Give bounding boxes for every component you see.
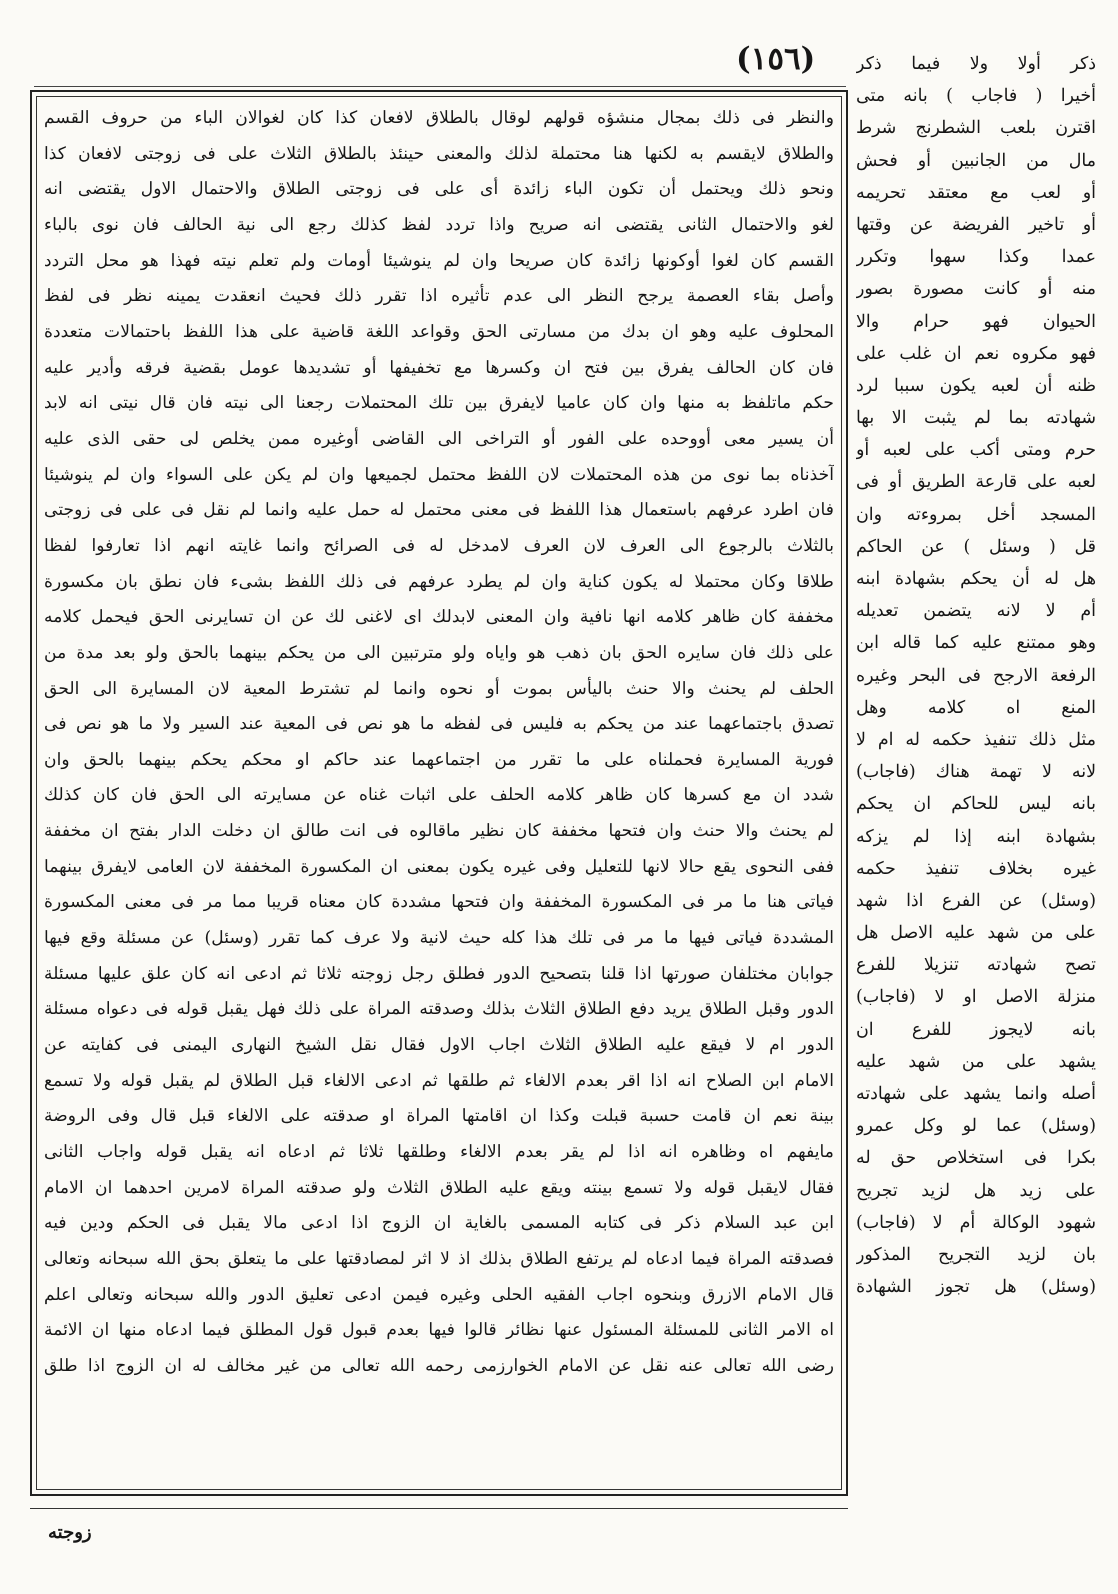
margin-text-line: شهود الوكالة أم لا (فاجاب) bbox=[856, 1212, 1096, 1233]
main-text-line: اه الامر الثانى للمسئلة المسئول عنها نظائر قالوا فيها بعدم قبول قول المطلق فيما ادعاه منها ان الائمة bbox=[44, 1320, 834, 1341]
margin-text-line: أصله وانما يشهد على شهادته bbox=[856, 1084, 1096, 1104]
header-rule bbox=[34, 86, 846, 87]
main-text-line: لم يحنث والا حنث وان فتحها مخففة كان نظير ماقالوه فى انت طالق ان دخلت الدار بفتح ان مخففة bbox=[44, 821, 834, 842]
margin-text-line: (وسئل) هل تجوز الشهادة bbox=[856, 1277, 1096, 1298]
margin-text-line: هل له أن يحكم بشهادة ابنه bbox=[856, 569, 1096, 589]
main-text-line: مخففة كان ظاهر كلامه انها نافية وان المعنى لابدلك اى لاغنى لك عن ان تسايرنى الحق فيحمل كلامه bbox=[44, 607, 834, 628]
catchword: زوجته bbox=[48, 1522, 92, 1543]
main-text-line: جوابان مختلفان صورتها اذا قلنا بتصحيح الدور فطلق رجل زوجته ثلاثا ثم ادعى انه كان علق عليها مسئلة bbox=[44, 963, 834, 984]
main-text-line: أن يسير معى أووحده على الفور أو التراخى الى القاضى أوغيره ممن يخلص لى حقى الذى عليه bbox=[44, 428, 834, 449]
page-number: (١٥٦) bbox=[736, 41, 816, 77]
main-text-line: طلاقا وكان محتملا له يكون كناية وان لم يطرد عرفهم فى ذلك اللفظ بشىء فان نطق بان مكسورة bbox=[44, 571, 834, 592]
main-text-line: فان كان الحالف يفرق بين فتح ان وكسرها مع تخفيفها أو تشديدها عومل بقضية فرقه وأدير عليه bbox=[44, 357, 834, 378]
main-text-line: المشددة فياتى فيها ما مر فى تلك هذا كله حيث لانية ولا عرف كما تقرر (وسئل) عن مسئلة وقع فيها bbox=[44, 928, 834, 949]
main-text-line: بينة نعم ان قامت حسبة قبلت وكذا ان اقامتها المراة او صدقته على الالغاء قبل قال وفى الروضة bbox=[44, 1106, 834, 1127]
main-text-line: على ذلك فان سايره الحق بان ذهب هو واياه ولو مترتبين الى من يحكم بينهما بالحق ولو بعد مدة من bbox=[44, 642, 834, 663]
margin-text-line: عمدا وكذا سهوا وتكرر bbox=[856, 247, 1096, 268]
margin-text-line: بشهادة ابنه إذا لم يزكه bbox=[856, 826, 1096, 847]
margin-text-line: اقترن بلعب الشطرنج شرط bbox=[856, 118, 1096, 139]
main-text-line: تصدق باجتماعهما عند من يحكم به فليس فى لفظه ما هو نص فى المعية عند السير ولا ما هو نص فى bbox=[44, 714, 834, 735]
margin-text-line: على من شهد عليه الاصل هل bbox=[856, 923, 1096, 944]
margin-text-line: المسجد أخل بمروءته وان bbox=[856, 504, 1096, 525]
margin-text-line: فهو مكروه نعم ان غلب على bbox=[856, 343, 1096, 364]
main-text-line: حكم ماتلفظ به منها وان كان عاميا لايفرق بين تلك المحتملات رجعنا الى نيته فان قال نيتى انه لابد bbox=[44, 393, 834, 414]
margin-text-line: مثل ذلك تنفيذ حكمه له ام لا bbox=[856, 729, 1096, 750]
margin-text-line: (وسئل) عما لو وكل عمرو bbox=[856, 1116, 1096, 1137]
margin-text-line: بان لزيد التجريح المذكور bbox=[856, 1244, 1096, 1265]
main-text-line: فصدقته المراة فيما ادعاه لم يرتفع الطلاق بذلك اذ لا اثر لمصادقتها على ما يتعلق بحق الله سبحانه وتعالى bbox=[44, 1249, 834, 1269]
main-text-line: والطلاق لايقسم به لكنها هنا محتملة لذلك والمعنى حينئذ بالطلاق الثلاث على فى زوجتى لافعان كذا bbox=[44, 143, 834, 164]
margin-text-line: الحيوان فهو حرام والا bbox=[856, 311, 1096, 332]
main-text-line: آخذناه بما نوى من هذه المحتملات لان اللفظ محتمل لجميعها وان لم يكن على السواء وان لم ينوشيئا bbox=[44, 464, 834, 485]
main-text-line: ونحو ذلك ويحتمل أن تكون الباء زائدة أى على فى زوجتى الطلاق والاحتمال الاول يقتضى انه bbox=[44, 179, 834, 200]
main-text-line: شدد ان مع كسرها كان ظاهر كلامه الحلف على اثبات غناه عن مسايرته الى الحق فان كان كذلك bbox=[44, 785, 834, 806]
margin-text-line: (وسئل) عن الفرع اذا شهد bbox=[856, 890, 1096, 911]
margin-text-line: بانه لايجوز للفرع ان bbox=[856, 1019, 1096, 1040]
margin-text-line: لعبه على قارعة الطريق أو فى bbox=[856, 472, 1096, 493]
margin-text-line: ذكر أولا ولا فيما ذكر bbox=[856, 54, 1096, 74]
main-text-line: فقال لايقبل قوله ولا تسمع بينته ويقع عليه الطلاق الثلاث ولو صدقته المراة لامرين احدهما ان الامام bbox=[44, 1177, 834, 1198]
main-text-line: الامام ابن الصلاح انه اذا اقر بعدم الالغاء ثم طلقها ثم ادعى الالغاء قبل الطلاق لم يقبل قوله ولا تسمع bbox=[44, 1070, 834, 1091]
margin-text-line: وهو ممتنع عليه كما قاله ابن bbox=[856, 633, 1096, 654]
margin-text-line: أو تاخير الفريضة عن وقتها bbox=[856, 214, 1096, 235]
margin-text-line: منزلة الاصل او لا (فاجاب) bbox=[856, 987, 1096, 1008]
main-text-line: بالثلاث بالرجوع الى العرف لان العرف لامدخل له فى الصرائح وانما غايته انهم اذا تعارفوا لفظا bbox=[44, 535, 834, 556]
main-text-line: والنظر فى ذلك بمجال منشؤه قولهم لوقال بالطلاق لافعان كذا كان لغوالان الباء من حروف القسم bbox=[44, 108, 834, 128]
main-text-line: القسم كان لغوا أوكونها زائدة كان صريحا وان لم ينوشيئا أومات ولم تعلم نيته فهذا هو محل التردد bbox=[44, 250, 834, 271]
margin-text-line: شهادته بما لم يثبت الا بها bbox=[856, 408, 1096, 429]
main-text-line: الدور ام لا فيقع عليه الطلاق الثلاث اجاب الاول فقال نقل الشيخ النهارى اليمنى فى كفايته عن bbox=[44, 1035, 834, 1056]
main-text-line: رضى الله تعالى عنه نقل عن الامام الخوارزمى رحمه الله تعالى من غير مخالف له ان الزوج اذا طلق bbox=[44, 1355, 834, 1376]
margin-commentary bbox=[856, 48, 1096, 1303]
main-text-line: وأصل بقاء العصمة يرجح النظر الى عدم تأثيره اذا تقرر ذلك فحيث انعقدت يمينه نظر فى لفظ bbox=[44, 286, 834, 307]
main-text-line: المحلوف عليه وهو ان بدك من مسارتى الحق وقواعد اللغة قاضية على هذا اللفظ باحتمالات متعددة bbox=[44, 321, 834, 342]
margin-text-line: تصح شهادته تنزيلا للفرع bbox=[856, 955, 1096, 976]
main-text-line: ففى النحوى يقع حالا لانها للتعليل وفى غيره يكون بمعنى ان المكسورة المخففة لان العامى لايفرق بينهما bbox=[44, 856, 834, 877]
main-text-line: فان اطرد عرفهم باستعمال هذا اللفظ فى معنى محتمل له حمل عليه وانما لم نقل فى على فى زوجتى bbox=[44, 500, 834, 521]
main-text-line: قال الامام الازرق وبنحوه اجاب الفقيه الحلى وغيره فيمن ادعى تعليق الدور والله سبحانه وتعالى اعلم bbox=[44, 1284, 834, 1305]
margin-text-line: أخيرا ( فاجاب ) بانه متى bbox=[856, 86, 1096, 107]
footer-rule bbox=[30, 1508, 848, 1509]
margin-text-line: أم لا لانه يتضمن تعديله bbox=[856, 601, 1096, 622]
margin-text-line: لانه لا تهمة هناك (فاجاب) bbox=[856, 762, 1096, 783]
margin-text-line: بكرا فى استخلاص حق له bbox=[856, 1148, 1096, 1169]
main-text-line: لغو والاحتمال الثانى يقتضى انه صريح واذا تردد لفظ كذلك رجع الى نية الحالف فان نوى بالباء bbox=[44, 214, 834, 235]
margin-text-line: ظنه أن لعبه يكون سببا لرد bbox=[856, 375, 1096, 396]
margin-text-line: الرفعة الارجح فى البحر وغيره bbox=[856, 665, 1096, 686]
main-text-line: فياتى هنا ما مر فى المكسورة المخففة وان فتحها مشددة كان معناه قريبا مما مر فى معنى المكسورة bbox=[44, 892, 834, 913]
margin-text-line: أو لعب مع معتقد تحريمه bbox=[856, 182, 1096, 203]
margin-text-line: حرم ومتى أكب على لعبه أو bbox=[856, 440, 1096, 461]
main-text-line: مايفهم اه وظاهره انه اذا لم يقر بعدم الالغاء وطلقها ثلاثا ثم ادعاه انه يقبل قوله واجاب الثانى bbox=[44, 1142, 834, 1163]
margin-text-line: بانه ليس للحاكم ان يحكم bbox=[856, 794, 1096, 815]
main-text-block bbox=[44, 101, 834, 1385]
margin-text-line: مال من الجانبين أو فحش bbox=[856, 150, 1096, 171]
margin-text-line: على زيد هل لزيد تجريح bbox=[856, 1180, 1096, 1201]
main-text-line: ابن عبد السلام ذكر فى كتابه المسمى بالغاية ان الزوج اذا ادعى مالا يقبل فى الحكم ودين فيه bbox=[44, 1213, 834, 1234]
margin-text-line: المنع اه كلامه وهل bbox=[856, 697, 1096, 718]
margin-text-line: غيره بخلاف تنفيذ حكمه bbox=[856, 858, 1096, 879]
margin-text-line: قل ( وسئل ) عن الحاكم bbox=[856, 536, 1096, 557]
main-text-line: الدور وقبل الطلاق يريد دفع الطلاق الثلاث بذلك وصدقته المراة على ذلك فهل يقبل قوله فى دعواه مسئلة bbox=[44, 999, 834, 1020]
main-text-line: الحلف لم يحنث والا حنث باليأس بموت أو نحوه وانما لم تشترط المعية لان المسايرة الى الحق bbox=[44, 678, 834, 699]
margin-text-line: منه أو كانت مصورة بصور bbox=[856, 279, 1096, 300]
margin-text-line: يشهد على من شهد عليه bbox=[856, 1051, 1096, 1072]
main-text-line: فورية المسايرة فحملناه على ما تقرر من اجتماعهما عند حاكم او محكم يحكم بينهما بالحق وان bbox=[44, 749, 834, 770]
